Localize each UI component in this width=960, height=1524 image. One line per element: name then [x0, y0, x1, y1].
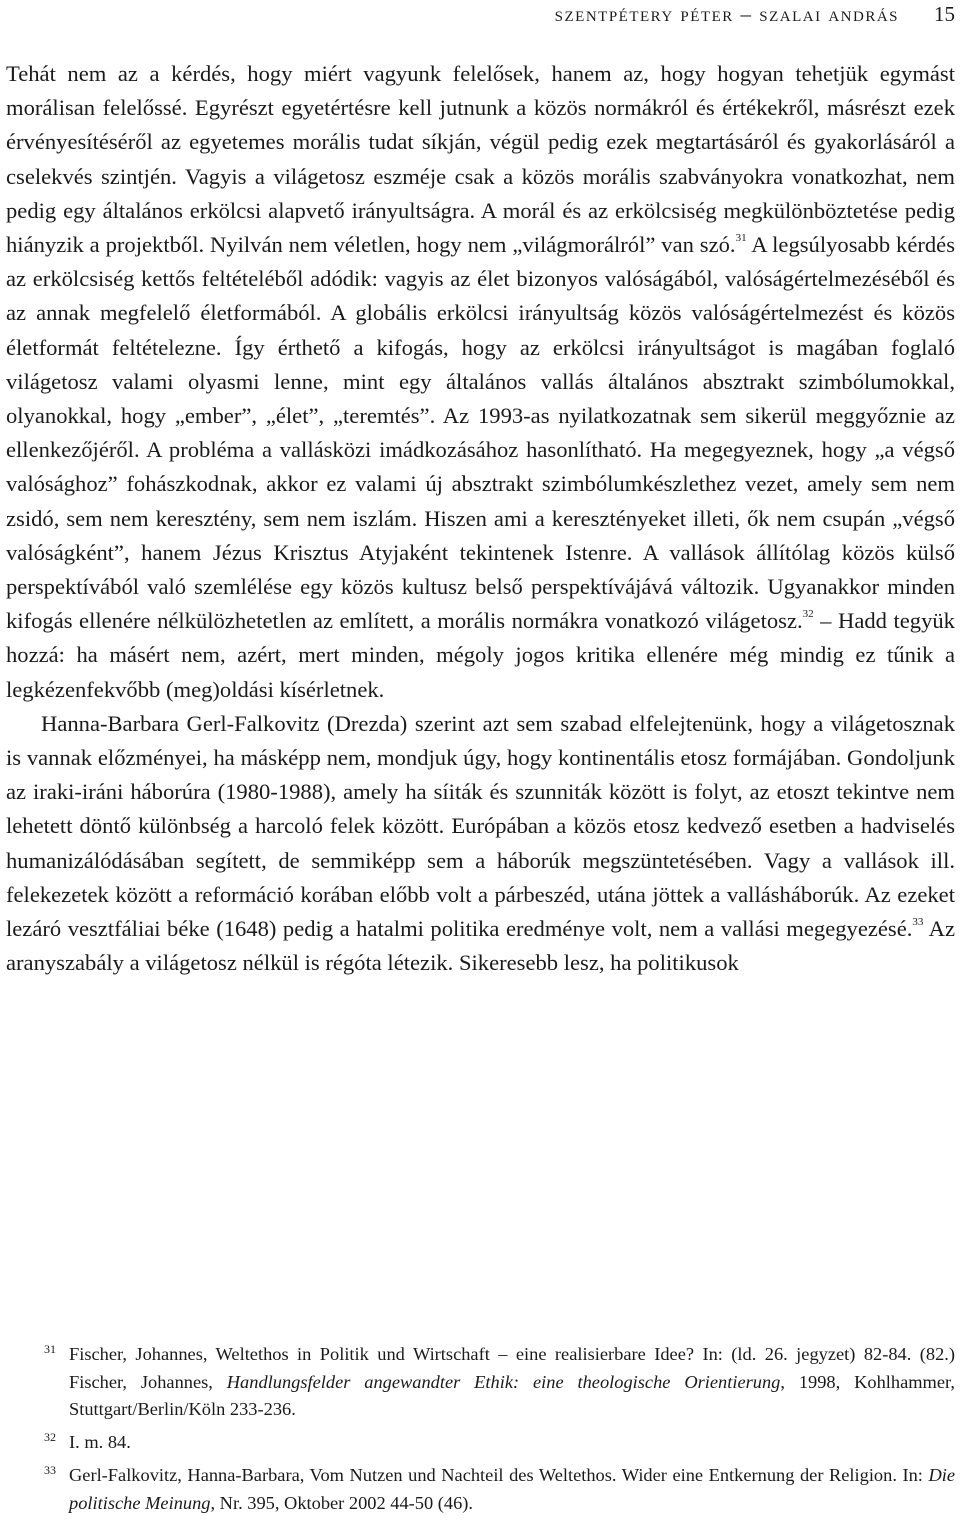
paragraph-1-text-c: – Hadd tegyük hozzá: ha másért nem, azért, mert minden, mégoly jogos kritika ellenére még mindig ez tűnik a legkézenfekvőbb (meg)oldási kísérletnek.: [6, 608, 955, 702]
footnote-31: [6, 1341, 955, 1424]
page-number: 15: [934, 2, 955, 26]
footnote-text-end: , 1998, Kohlhammer, Stuttgart/Berlin/Köln 233-236.: [69, 1371, 955, 1420]
footnote-text-end: , Nr. 395, Oktober 2002 44-50 (46).: [210, 1492, 474, 1513]
paragraph-1: [6, 57, 955, 707]
paragraph-2-text-b: Az aranyszabály a világetosz nélkül is régóta létezik. Sikeresebb lesz, ha politikusok: [6, 916, 955, 976]
footnote-number: 31: [44, 1342, 56, 1356]
footnote-text: Fischer, Johannes, Weltethos in Politik und Wirtschaft – eine realisierbare Idee? In: (ld. 26. jegyzet) 82-84. (82.) Fischer, Johannes,: [69, 1344, 955, 1392]
footnote-title: Handlungsfelder angewandter Ethik: eine theologische Orientierung: [226, 1371, 781, 1392]
paragraph-1-text-a: Tehát nem az a kérdés, hogy miért vagyunk felelősek, hanem az, hogy hogyan tehetjük egymást morálisan felelőssé. Egyrészt egyetértésre kell jutnunk a közös normákról és értékekről, másrészt ezek érvényesítéséről az egyetemes morális tudat síkján, végül pedig ezek megtartásáról és gyakorlásáról a cselekvés szintjén. Vagyis a világetosz eszméje csak a közös morális szabványokra vonatkozhat, nem pedig egy általános erkölcsi alapvető irányultságra. A morál és az erkölcsiség megkülönböztetése pedig hiányzik a projektből. Nyilván nem véletlen, hogy nem „világmorálról” van szó.: [6, 61, 955, 258]
footnote-ref-31[interactable]: 31: [735, 232, 747, 245]
footnote-text: I. m. 84.: [69, 1432, 131, 1453]
footnote-title: Die politische Meinung: [69, 1464, 955, 1513]
running-header: [0, 2, 955, 30]
paragraph-2-text-a: Hanna-Barbara Gerl-Falkovitz (Drezda) szerint azt sem szabad elfelejtenünk, hogy a világetosznak is vannak előzményei, ha másképp nem, mondjuk úgy, hogy kontinentális etosz formájában. Gondoljunk az iraki-iráni háborúra (1980-1988), amely ha síiták és szunniták között is folyt, az etoszt tekintve nem lehetett döntő különbség a harcoló felek között. Európában a közös etosz kedvező esetben a hadviselés humanizálódásában segített, de semmiképp sem a háborúk megszüntetésében. Vagy a vallások ill. felekezetek között a reformáció korában előbb volt a párbeszéd, utána jöttek a vallásháborúk. Az ezeket lezáró vesztfáliai béke (1648) pedig a hatalmi politika eredménye volt, nem a vallási megegyezésé.: [6, 710, 955, 942]
footnote-33: [6, 1462, 955, 1517]
footnote-text: Gerl-Falkovitz, Hanna-Barbara, Vom Nutzen und Nachteil des Weltethos. Wider eine Entkernung der Religion. In:: [69, 1464, 929, 1485]
footnote-ref-32[interactable]: 32: [802, 608, 814, 621]
footnotes: [6, 1341, 955, 1522]
footnote-ref-33[interactable]: 33: [912, 916, 924, 929]
paragraph-2: [6, 707, 955, 981]
main-text: [6, 57, 955, 980]
paragraph-1-text-b: A legsúlyosabb kérdés az erkölcsiség kettős feltételéből adódik: vagyis az élet bizonyos valóságából, valóságértelmezéséből és az annak megfelelő életformából. A globális erkölcsi irányultság közös valóságértelmezést és közös életformát feltételezne. Így érthető a kifogás, hogy az erkölcsi irányultságot is magában foglaló világetosz valami olyasmi lenne, mint egy általános vallás általános absztrakt szimbólumokkal, olyanokkal, hogy „ember”, „élet”, „teremtés”. Az 1993-as nyilatkozatnak sem sikerül meggyőznie az ellenkezőjéről. A probléma a vallásközi imádkozásához hasonlítható. Ha megegyeznek, hogy „a végső valósághoz” fohászkodnak, akkor ez valami új absztrakt szimbólumkészlethez vezet, amely sem nem zsidó, sem nem keresztény, sem nem iszlám. Hiszen ami a keresztényeket illeti, ők nem csupán „végső valóságként”, hanem Jézus Krisztus Atyjaként tekintenek Istenre. A vallások állítólag közös külső perspektívából való szemlélése egy közös kultusz belső perspektívájává változik. Ugyanakkor minden kifogás ellenére nélkülözhetetlen az említett, a morális normákra vonatkozó világetosz.: [6, 232, 955, 634]
footnote-number: 32: [44, 1430, 56, 1445]
footnote-number: 33: [44, 1462, 56, 1477]
footnote-32: [6, 1429, 955, 1457]
running-head-authors: szentpétery péter – szalai andrás: [554, 2, 899, 26]
